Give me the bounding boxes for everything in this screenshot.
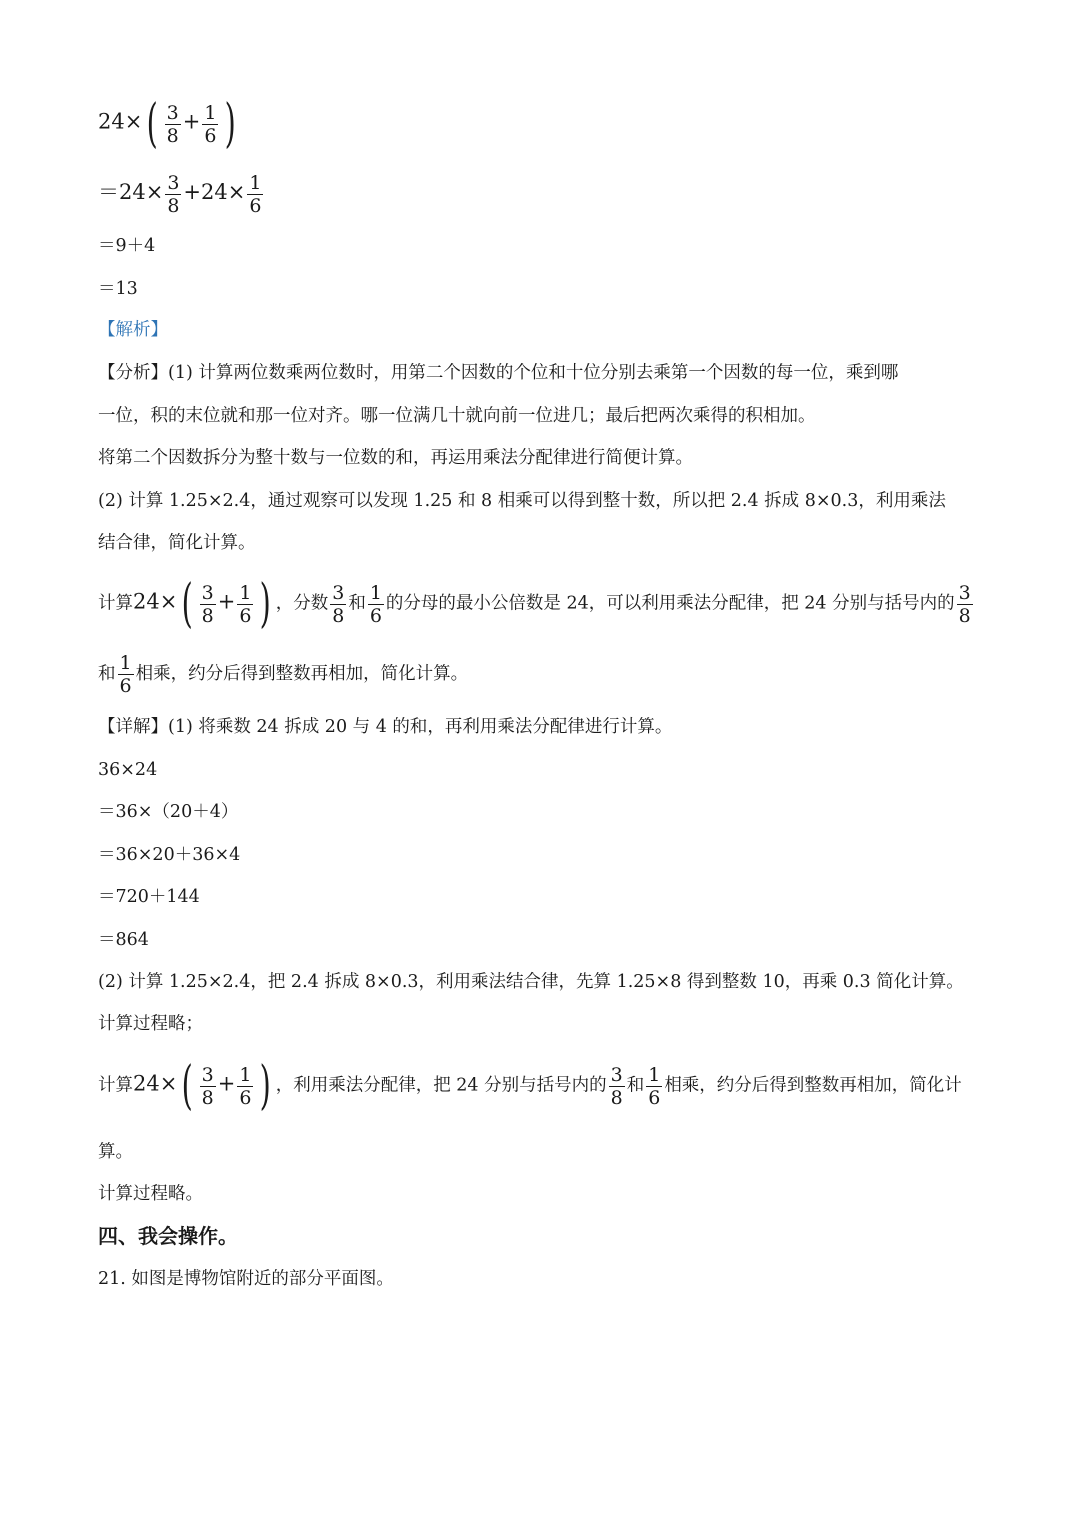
detail-d5: 算。: [98, 1142, 133, 1162]
detail-c3: ＝36×20＋36×4: [98, 845, 241, 865]
section-heading: 四、我会操作。: [98, 1224, 238, 1248]
calc-line-1: 24×( $\frac{3}{8}$ + $\frac{1}{6}$ ): [98, 94, 237, 154]
calc-line-2: ＝24× $\frac{3}{8}$ +24× $\frac{1}{6}$: [98, 172, 262, 217]
fraction-3-8: $\frac{3}{8}$: [167, 172, 180, 217]
calc-line-4: ＝13: [98, 279, 138, 299]
calc-line-3: ＝9＋4: [98, 236, 156, 256]
detail-c2: ＝36×（20＋4）: [98, 802, 239, 822]
detail-c5: ＝864: [98, 930, 149, 950]
paren-close: ): [224, 94, 237, 154]
analysis-p3a: (2) 计算 1.25×2.4，通过观察可以发现 1.25 和 8 相乘可以得到整十数，所以把 2.4 拆成 8×0.3，利用乘法: [98, 491, 946, 511]
analysis-p5: 和 $\frac{1}{6}$ 相乘，约分后得到整数再相加，简化计算。: [98, 652, 469, 697]
detail-c1: 36×24: [98, 760, 158, 780]
jiexi-label: 【解析】: [98, 320, 168, 340]
analysis-p4: 计算24×( $\frac{3}{8}$ + $\frac{1}{6}$ ) ，分数 $\frac{3}{8}$ 和 $\frac{1}{6}$ 的分母的最小公倍数是 24，可以利用乘法分配律，把 24 分别与括号内的 $\frac{3}{8}$: [98, 574, 971, 634]
detail-d6: 计算过程略。: [98, 1184, 203, 1204]
analysis-p1b: 一位，积的末位就和那一位对齐。哪一位满几十就向前一位进几；最后把两次乘得的积相加。: [98, 406, 816, 426]
detail-c4: ＝720＋144: [98, 887, 200, 907]
paren-open: (: [146, 94, 159, 154]
fraction-1-6: $\frac{1}{6}$: [204, 101, 217, 147]
fraction-1-6: $\frac{1}{6}$: [249, 172, 262, 217]
analysis-p2: 将第二个因数拆分为整十数与一位数的和，再运用乘法分配律进行简便计算。: [98, 448, 693, 468]
fraction-3-8: $\frac{3}{8}$: [166, 101, 179, 147]
detail-d3: 计算过程略；: [98, 1014, 203, 1034]
detail-d2: (2) 计算 1.25×2.4，把 2.4 拆成 8×0.3，利用乘法结合律，先算 1.25×8 得到整数 10，再乘 0.3 简化计算。: [98, 972, 964, 992]
analysis-p1a: 【分析】(1) 计算两位数乘两位数时，用第二个因数的个位和十位分别去乘第一个因数的每一位，乘到哪: [98, 363, 899, 383]
detail-d4: 计算24×( $\frac{3}{8}$ + $\frac{1}{6}$ ) ，利用乘法分配律，把 24 分别与括号内的 $\frac{3}{8}$ 和 $\frac{1}{6}$ 相乘，约分后得到整数再相加，简化计: [98, 1056, 962, 1116]
detail-d1: 【详解】(1) 将乘数 24 拆成 20 与 4 的和，再利用乘法分配律进行计算。: [98, 717, 673, 737]
analysis-p3b: 结合律，简化计算。: [98, 533, 256, 553]
question-21: 21. 如图是博物馆附近的部分平面图。: [98, 1269, 394, 1289]
